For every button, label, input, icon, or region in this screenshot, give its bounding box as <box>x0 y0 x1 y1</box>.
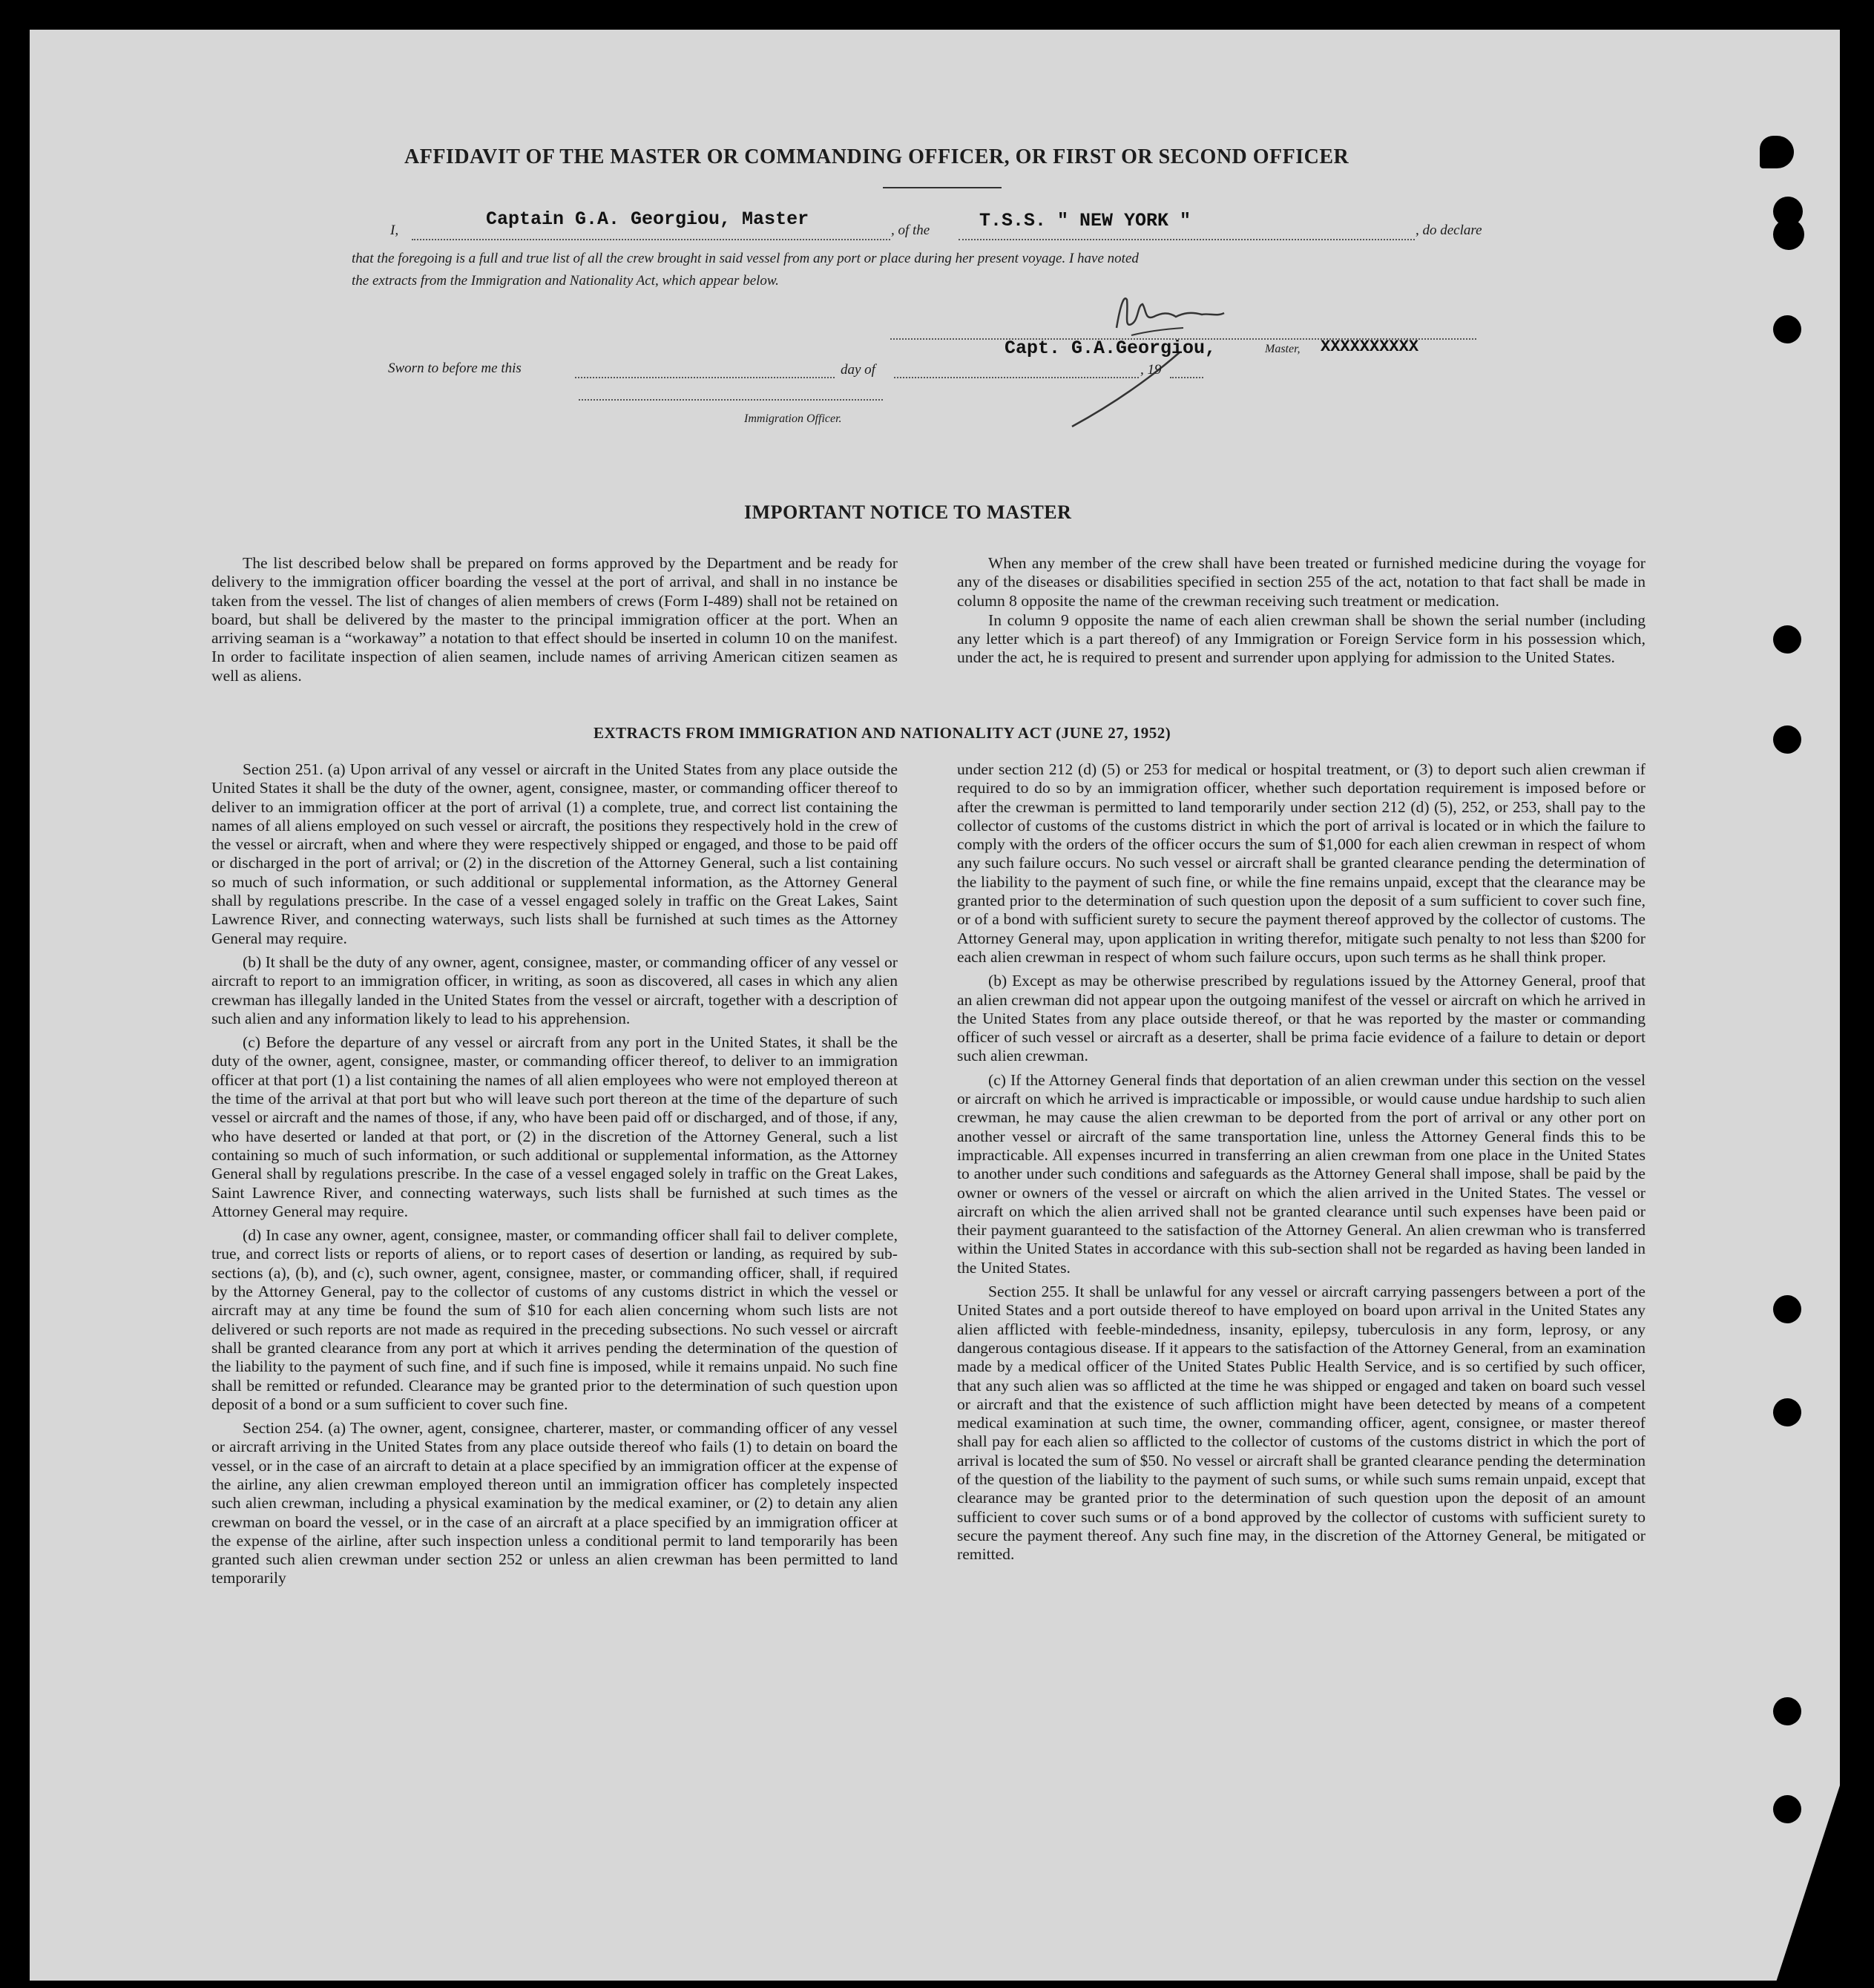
vessel-name-line <box>959 239 1415 240</box>
of-the-label: , of the <box>891 223 930 238</box>
notice-title: IMPORTANT NOTICE TO MASTER <box>744 501 1072 523</box>
binder-hole <box>1773 1295 1801 1323</box>
i-label: I, <box>390 223 399 238</box>
section-251c: (c) Before the departure of any vessel or aircraft from any port in the United States, it shall be the duty of the owner, agent, consignee, master, or commanding officer thereof, to deliver to an immigration officer at that port (1) a list containing the names of all alien employees who were not employed thereon at the time of the arrival at that port but who will leave such port thereon at the time of the departure of such vessel or aircraft and the names of those, if any, who have been paid off or discharged, and of those, if any, who have deserted or landed at that port, or (2) in the discretion of the Attorney General, such a list containing so much of such information, or such additional or supplemental information, as the Attorney General shall by regulations prescribe. In the case of a vessel engaged solely in traffic on the Great Lakes, Saint Lawrence River, and connecting waterways, such lists shall be furnished at such times as the Attorney General may require. <box>211 1033 898 1220</box>
affidavit-statement-line1: that the foregoing is a full and true list of all the crew brought in said vessel from any port or place during her present voyage. I have noted <box>352 251 1139 266</box>
binder-hole <box>1773 219 1804 250</box>
notice-right-column <box>957 554 1645 668</box>
sworn-day-line <box>575 377 835 378</box>
section-251b: (b) It shall be the duty of any owner, agent, consignee, master, or commanding officer of any vessel or aircraft to report to an immigration officer, in writing, as soon as discovered, all cases in which any alien crewman has illegally landed in the United States from the vessel or aircraft, together with a description of such alien and any information likely to lead to his apprehension. <box>211 952 898 1027</box>
section-254c: (c) If the Attorney General finds that deportation of an alien crewman under this section on the vessel or aircraft on which he arrived is impracticable or impossible, or would cause undue hardship to such alien crewman, he may cause the alien crewman to be deported from the port of arrival or any other port on another vessel or aircraft of the same transportation line, unless the Attorney General finds this to be impracticable. All expenses incurred in transferring an alien crewman from one place in the United States to another under such conditions and safeguards as the Attorney General shall impose, shall be paid by the owner or owners of the vessel or aircraft on which the alien arrived in the United States. The vessel or aircraft on which the alien arrived shall not be granted clearance until such expenses have been paid or their payment guaranteed to the satisfaction of the Attorney General. An alien crewman who is transferred within the United States in accordance with this sub-section shall not be regarded as having been landed in the United States. <box>957 1070 1645 1277</box>
year-label: , 19 <box>1140 362 1162 378</box>
title-rule <box>883 187 1002 188</box>
section-251d: (d) In case any owner, agent, consignee, master, or commanding officer shall fail to deliver complete, true, and correct lists or reports of aliens, or to report cases of desertion or landing, as required by sub-sections (a), (b), and (c), such owner, agent, consignee, master, or commanding officer, shall, if required by the Attorney General, pay to the collector of customs of any customs district in which the vessel or aircraft may at any time be found the sum of $10 for each alien concerning whom such lists are not delivered or such reports are not made as required in the preceding subsections. No such vessel or aircraft shall be granted clearance from any port at which it arrives pending the determination of the question of the liability to the payment of such fine, and if such fine is imposed, while it remains unpaid. No such fine shall be remitted or refunded. Clearance may be granted prior to the determination of such question upon deposit of a bond or a sum sufficient to cover such fine. <box>211 1226 898 1413</box>
master-label: Master, <box>1265 343 1301 355</box>
extracts-right-column <box>957 760 1645 1569</box>
binder-hole <box>1773 625 1801 654</box>
section-255: Section 255. It shall be unlawful for any vessel or aircraft carrying passengers between a port of the United States and a port outside thereof to have employed on board upon arrival in the United States any alien afflicted with feeble-mindedness, insanity, epilepsy, tuberculosis in any form, leprosy, or any dangerous contagious disease. If it appears to the satisfaction of the Attorney General, from an examination made by a medical officer of the United States Public Health Service, and is so certified by such officer, that any such alien was so afflicted at the time he was shipped or engaged and taken on board such vessel or aircraft and that the existence of such affliction might have been detected by means of a competent medical examination at such time, the owner, commanding officer, agent, consignee, or master thereof shall pay for each alien so afflicted to the collector of customs of the customs district in which the port of arrival is located the sum of $50. No vessel or aircraft shall be granted clearance pending the determination of the question of the liability to the payment of such sums, or while such sums remain unpaid, except that clearance may be granted prior to the determination of such question upon the deposit of an amount sufficient to cover such sums or of a bond approved by the collector of customs with sufficient surety to secure the payment thereof. Any such fine may, in the discretion of the Attorney General, be mitigated or remitted. <box>957 1283 1645 1564</box>
binder-hole <box>1773 725 1801 754</box>
binder-hole <box>1773 1697 1801 1725</box>
extracts-title: EXTRACTS FROM IMMIGRATION AND NATIONALITY ACT (JUNE 27, 1952) <box>594 724 1171 742</box>
section-254b: (b) Except as may be otherwise prescribed by regulations issued by the Attorney General, proof that an alien crewman did not appear upon the outgoing manifest of the vessel or aircraft on which he arrived in the United States from any place outside thereof, or that he was reported by the master or commanding officer of such vessel or aircraft as a deserter, shall be prima facie evidence of a failure to detain or deport such alien crewman. <box>957 972 1645 1065</box>
master-name-line <box>412 239 890 240</box>
vessel-name-field[interactable]: T.S.S. " NEW YORK " <box>979 210 1191 231</box>
binder-notch <box>1760 136 1794 168</box>
section-254a: Section 254. (a) The owner, agent, consignee, charterer, master, or commanding officer of any vessel or aircraft arriving in the United States from any place outside thereof who fails (1) to detain on board the vessel, or in the case of an aircraft to detain at a place specified by an immigration officer at the expense of the airline, any alien crewman employed thereon until an immigration officer has completely inspected such alien crewman, including a physical examination by the medical examiner, or (2) to detain any alien crewman on board the vessel, or in the case of an aircraft at a place specified by an immigration officer at the expense of the airline, after such inspection unless a conditional permit to land temporarily has been granted such alien crewman under section 252 or unless an alien crewman has been permitted to land temporarily <box>211 1419 898 1587</box>
day-of-label: day of <box>841 362 875 378</box>
notice-left-paragraph: The list described below shall be prepared on forms approved by the Department and be ready for delivery to the immigration officer boarding the vessel at the port of arrival, and shall in no instance be taken from the vessel. The list of changes of alien members of crews (Form I-489) shall not be retained on board, but shall be delivered by the master to the principal immigration officer at the port. When an arriving seaman is a “workaway” a notation to that effect should be inserted in column 10 on the manifest. In order to facilitate inspection of alien seamen, include names of arriving American citizen seamen as well as aliens. <box>211 554 898 685</box>
do-declare-label: , do declare <box>1416 223 1482 238</box>
section-251a: Section 251. (a) Upon arrival of any vessel or aircraft in the United States from any place outside the United States it shall be the duty of the owner, agent, consignee, master, or commanding officer thereof to deliver to an immigration officer at the port of arrival (1) a complete, true, and correct list containing the names of all aliens employed on such vessel or aircraft, the positions they respectively hold in the crew of the vessel or aircraft, when and where they were respectively shipped or engaged, and those to be paid off or discharged in the port of arrival; or (2) in the discretion of the Attorney General, such a list containing so much of such information, or such additional or supplemental information, as the Attorney General shall by regulations prescribe. In the case of a vessel engaged solely in traffic on the Great Lakes, Saint Lawrence River, and connecting waterways, such lists shall be furnished at such times as the Attorney General may require. <box>211 760 898 947</box>
binder-hole <box>1773 315 1801 343</box>
binder-hole <box>1773 1795 1801 1823</box>
sworn-month-line <box>894 377 1139 378</box>
struck-title: XXXXXXXXXX <box>1321 338 1419 356</box>
sworn-year-line <box>1170 377 1203 378</box>
affidavit-statement-line2: the extracts from the Immigration and Nationality Act, which appear below. <box>352 273 779 289</box>
binder-hole <box>1773 1398 1801 1426</box>
notice-left-column <box>211 554 898 686</box>
extracts-left-column <box>211 760 898 1593</box>
sworn-label: Sworn to before me this <box>388 361 522 376</box>
officer-signature-line <box>579 399 883 401</box>
notice-right-paragraph: When any member of the crew shall have been treated or furnished medicine during the voyage for any of the diseases or disabilities specified in section 255 of the act, notation to that fact shall be made in column 8 opposite the name of the crewman receiving such treatment or medication. <box>957 554 1645 610</box>
signature-tail <box>1068 349 1187 430</box>
master-name-field[interactable]: Captain G.A. Georgiou, Master <box>486 208 809 230</box>
affidavit-title: AFFIDAVIT OF THE MASTER OR COMMANDING OFFICER, OR FIRST OR SECOND OFFICER <box>404 145 1349 168</box>
section-254a-continued: under section 212 (d) (5) or 253 for medical or hospital treatment, or (3) to deport such alien crewman if required to do so by an immigration officer, whether such deportation requirement is imposed before or after the crewman is permitted to land temporarily under section 212 (d) (5), 252, or 253, shall pay to the collector of customs of the customs district in which the port of arrival is located or in which the failure to comply with the orders of the officer occurs the sum of $1,000 for each alien crewman in respect of whom any such failure occurs. No such vessel or aircraft shall be granted clearance pending the determination of the liability to the payment of such fine, or while the fine remains unpaid, except that the clearance may be granted prior to the determination of such question upon the deposit of a sum sufficient to cover such fine, or of a bond with sufficient surety to secure the payment thereof approved by the collector of customs. The Attorney General may, upon application in writing therefor, mitigate such penalty to not less than $200 for each alien crewman in respect of whom such failure occurs, upon such terms as he shall think proper. <box>957 760 1645 966</box>
notice-right-paragraph: In column 9 opposite the name of each alien crewman shall be shown the serial number (including any letter which is a part thereof) of any Immigration or Foreign Service form in his possession which, under the act, he is required to present and surrender upon applying for admission to the United States. <box>957 610 1645 667</box>
immigration-officer-label: Immigration Officer. <box>744 412 842 425</box>
signer-typed-name: Capt. G.A.Georgiou, <box>1005 338 1217 359</box>
